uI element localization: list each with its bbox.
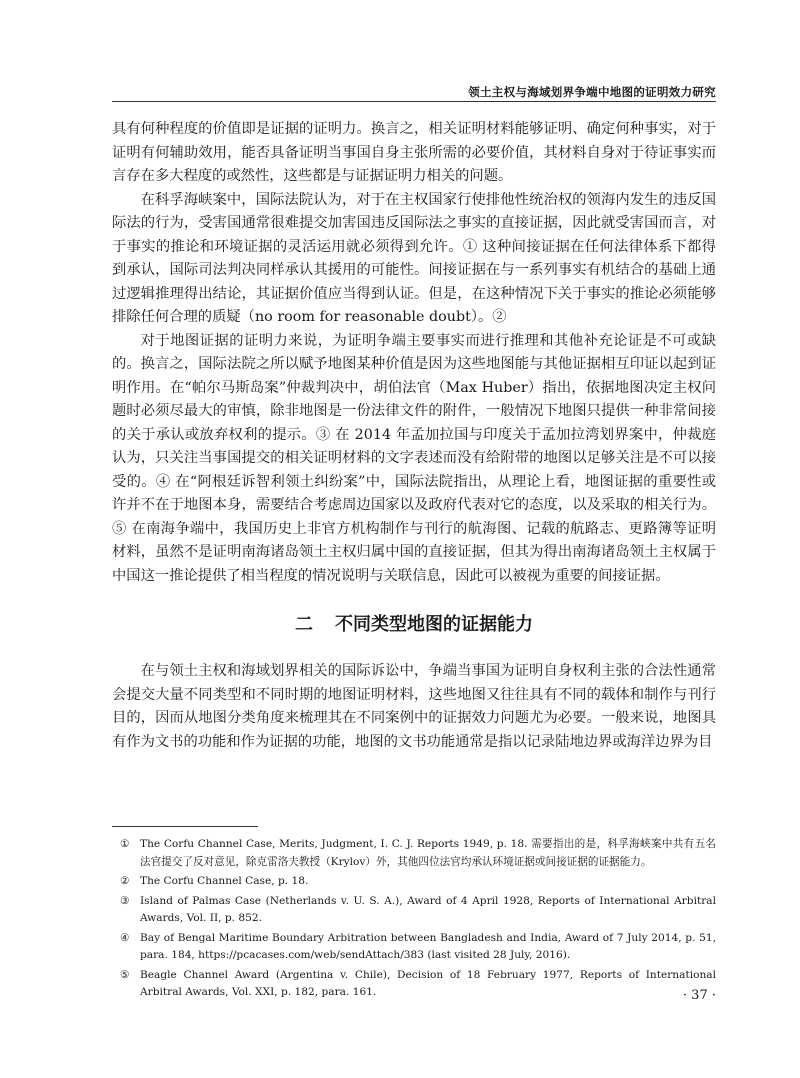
footnote-mark: ② <box>120 875 130 887</box>
body-paragraph-1: 具有何种程度的价值即是证据的证明力。换言之，相关证明材料能够证明、确定何种事实，对于证明有何辅助效用，能否具备证明当事国自身主张所需的必要价值，其材料自身对于待证事实而言存在多大程度的或然性，这些都是与证据证明力相关的问题。 <box>112 121 716 184</box>
page-body <box>112 118 716 754</box>
body-paragraph-2: 在科孚海峡案中，国际法院认为，对于在主权国家行使排他性统治权的领海内发生的违反国际法的行为，受害国通常很难提交加害国违反国际法之事实的直接证据，因此就受害国而言，对于事实的推论和环境证据的灵活运用就必须得到允许。① 这种间接证据在任何法律体系下都得到承认，国际司法判决同样承认其援用的可能性。间接证据在与一系列事实有机结合的基础上通过逻辑推理得出结论，其证据价值应当得到认证。但是，在这种情况下关于事实的推论必须能够排除任何合理的质疑（no room for reasonable doubt）。② <box>112 191 716 325</box>
footnote-text: Bay of Bengal Maritime Boundary Arbitration between Bangladesh and India, Award of 7 July 2014, p. 51, para. 184, https://pcacases.com/web/sendAttach/383 (last visited 28 July, 2016). <box>140 931 716 961</box>
body-paragraph-3: 对于地图证据的证明力来说，为证明争端主要事实而进行推理和其他补充论证是不可或缺的。换言之，国际法院之所以赋予地图某种价值是因为这些地图能与其他证据相互印证以起到证明作用。在“帕尔马斯岛案”仲裁判决中，胡伯法官（Max Huber）指出，依据地图决定主权问题时必须尽最大的审慎，除非地图是一份法律文件的附件，一般情况下地图只提供一种非常间接的关于承认或放弃权利的提示。③ 在 2014 年孟加拉国与印度关于孟加拉湾划界案中，仲裁庭认为，只关注当事国提交的相关证明材料的文字表述而没有给附带的地图以足够关注是不可以接受的。④ 在“阿根廷诉智利领土纠纷案”中，国际法院指出，从理论上看，地图证据的重要性或许并不在于地图本身，需要结合考虑周边国家以及政府代表对它的态度，以及采取的相关行为。⑤ 在南海争端中，我国历史上非官方机构制作与刊行的航海图、记载的航路志、更路簿等证明材料，虽然不是证明南海诸岛领土主权归属中国的直接证据，但其为得出南海诸岛领土主权属于中国这一推论提供了相当程度的情况说明与关联信息，因此可以被视为重要的间接证据。 <box>112 332 716 584</box>
footnote <box>112 930 716 965</box>
footnote-divider <box>112 826 258 827</box>
footnote-text: Island of Palmas Case (Netherlands v. U. S. A.), Award of 4 April 1928, Reports of International Arbitral Awards, Vol. II, p. 852. <box>140 894 716 924</box>
footnote <box>112 836 716 871</box>
footnote <box>112 873 716 891</box>
page-number: · 37 · <box>682 988 716 1003</box>
footnote-mark: ① <box>120 838 130 850</box>
footnote <box>112 967 716 1002</box>
running-header: 领土主权与海域划界争端中地图的证明效力研究 <box>468 85 716 99</box>
footnote-text: Beagle Channel Award (Argentina v. Chile), Decision of 18 February 1977, Reports of International Arbitral Awards, Vol. XXI, p. 182, para. 161. <box>140 968 716 998</box>
footnotes <box>112 836 716 1004</box>
footnote <box>112 893 716 928</box>
footnote-mark: ③ <box>120 894 130 907</box>
footnote-mark: ④ <box>120 931 130 944</box>
section-paragraph-1: 在与领土主权和海域划界相关的国际诉讼中，争端当事国为证明自身权利主张的合法性通常会提交大量不同类型和不同时期的地图证明材料，这些地图又往往具有不同的载体和制作与刊行目的，因而从地图分类角度来梳理其在不同案例中的证据效力问题尤为必要。一般来说，地图具有作为文书的功能和作为证据的功能，地图的文书功能通常是指以记录陆地边界或海洋边界为目 <box>112 663 716 750</box>
footnote-text: The Corfu Channel Case, p. 18. <box>140 875 309 887</box>
footnote-text: The Corfu Channel Case, Merits, Judgment, I. C. J. Reports 1949, p. 18. 需要指出的是，科孚海峡案中共有五名法官提交了反对意见，除克雷洛夫教授（Krylov）外，其他四位法官均承认环境证据或间接证据的证据能力。 <box>140 838 716 868</box>
footnote-mark: ⑤ <box>120 968 130 981</box>
section-title: 不同类型地图的证据能力 <box>335 614 533 635</box>
section-number: 二 <box>295 614 313 635</box>
header-divider <box>112 101 716 102</box>
section-heading <box>112 612 716 638</box>
